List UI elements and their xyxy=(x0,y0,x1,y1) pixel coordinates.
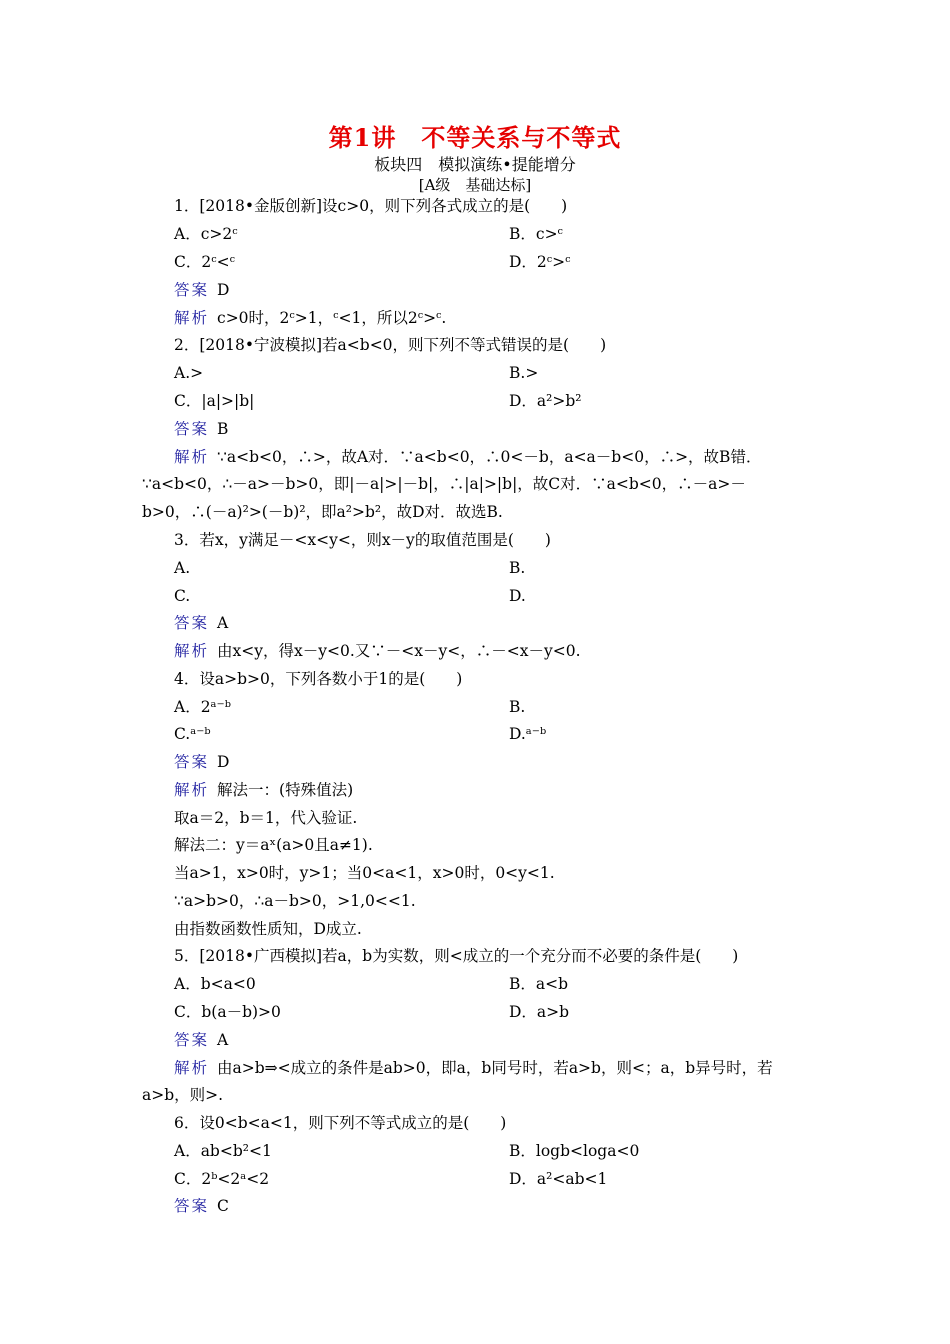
answer-value: D xyxy=(217,281,230,299)
q1-answer xyxy=(174,280,229,300)
analysis-label: 解析 xyxy=(174,448,210,466)
q4-answer xyxy=(174,752,229,772)
q2-option-b: B.> xyxy=(509,364,539,382)
q2-analysis xyxy=(174,447,761,467)
q6-option-c: C．2ᵇ<2ᵃ<2 xyxy=(174,1170,270,1188)
q1-analysis xyxy=(174,308,446,328)
question-6: 6．设0<b<a<1，则下列不等式成立的是( ) xyxy=(174,1114,507,1132)
question-4: 4．设a>b>0，下列各数小于1的是( ) xyxy=(174,670,463,688)
q4-option-a: A．2ᵃ⁻ᵇ xyxy=(174,698,231,716)
q4-option-c: C.ᵃ⁻ᵇ xyxy=(174,725,211,743)
q4-analysis-line-5: ∵a>b>0，∴a－b>0，>1,0<<1. xyxy=(174,892,416,910)
q1-option-c: C．2ᶜ<ᶜ xyxy=(174,253,235,271)
analysis-text: 由a>b⇒<成立的条件是ab>0，即a，b同号时，若a>b，则<；a，b异号时，若 xyxy=(217,1059,773,1077)
answer-value: C xyxy=(217,1197,229,1215)
q4-analysis-line-4: 当a>1，x>0时，y>1；当0<a<1，x>0时，0<y<1. xyxy=(174,864,555,882)
q1-option-a: A．c>2ᶜ xyxy=(174,225,238,243)
q4-analysis-line-6: 由指数函数性质知，D成立. xyxy=(174,920,362,938)
answer-label: 答案 xyxy=(174,420,210,438)
question-2: 2．[2018•宁波模拟]若a<b<0，则下列不等式错误的是( ) xyxy=(174,336,607,354)
q2-answer xyxy=(174,419,228,439)
q4-option-d: D.ᵃ⁻ᵇ xyxy=(509,725,547,743)
answer-label: 答案 xyxy=(174,614,210,632)
q4-analysis xyxy=(174,780,353,800)
answer-value: B xyxy=(217,420,229,438)
q2-analysis-line-2: ∵a<b<0，∴－a>－b>0，即|－a|>|－b|，∴|a|>|b|，故C对．∵a<b<0，∴－a>－ xyxy=(142,475,746,493)
q2-option-c: C．|a|>|b| xyxy=(174,392,255,410)
q3-answer xyxy=(174,613,228,633)
answer-value: A xyxy=(217,1031,229,1049)
answer-value: A xyxy=(217,614,229,632)
q1-option-d: D．2ᶜ>ᶜ xyxy=(509,253,571,271)
q2-option-a: A.> xyxy=(174,364,204,382)
q5-analysis-line-2: a>b，则>. xyxy=(142,1086,224,1104)
q6-option-b: B．logb<loga<0 xyxy=(509,1142,640,1160)
q5-option-d: D．a>b xyxy=(509,1003,570,1021)
analysis-text: 由x<y，得x－y<0.又∵－<x－y<，∴－<x－y<0. xyxy=(217,642,581,660)
q3-option-a: A. xyxy=(174,559,191,577)
q3-analysis xyxy=(174,641,581,661)
q2-analysis-line-3: b>0，∴(－a)²>(－b)²，即a²>b²，故D对．故选B. xyxy=(142,503,503,521)
q5-answer xyxy=(174,1030,228,1050)
q5-option-c: C．b(a－b)>0 xyxy=(174,1003,281,1021)
q6-option-a: A．ab<b²<1 xyxy=(174,1142,272,1160)
q4-analysis-line-3: 解法二：y＝aˣ(a>0且a≠1). xyxy=(174,836,373,854)
q3-option-c: C. xyxy=(174,587,191,605)
analysis-text: ∵a<b<0，∴>，故A对．∵a<b<0，∴0<－b，a<a－b<0，∴>，故B错． xyxy=(217,448,762,466)
q3-option-d: D. xyxy=(509,587,526,605)
question-3: 3．若x，y满足－<x<y<，则x－y的取值范围是( ) xyxy=(174,531,551,549)
q5-option-a: A．b<a<0 xyxy=(174,975,256,993)
q6-answer xyxy=(174,1196,229,1216)
answer-value: D xyxy=(217,753,230,771)
answer-label: 答案 xyxy=(174,1197,210,1215)
q6-option-d: D．a²<ab<1 xyxy=(509,1170,608,1188)
level-heading: [A级 基础达标] xyxy=(418,176,532,194)
analysis-label: 解析 xyxy=(174,642,210,660)
q1-option-b: B．c>ᶜ xyxy=(509,225,563,243)
answer-label: 答案 xyxy=(174,1031,210,1049)
question-1: 1．[2018•金版创新]设c>0，则下列各式成立的是( ) xyxy=(174,197,568,215)
analysis-text: 解法一：(特殊值法) xyxy=(217,781,354,799)
question-5: 5．[2018•广西模拟]若a，b为实数，则<成立的一个充分而不必要的条件是( ) xyxy=(174,947,739,965)
q4-option-b: B. xyxy=(509,698,526,716)
analysis-label: 解析 xyxy=(174,309,210,327)
q4-analysis-line-2: 取a＝2，b＝1，代入验证. xyxy=(174,809,358,827)
section-subtitle: 板块四 模拟演练•提能增分 xyxy=(374,155,576,174)
q5-analysis xyxy=(174,1058,773,1078)
analysis-label: 解析 xyxy=(174,1059,210,1077)
answer-label: 答案 xyxy=(174,753,210,771)
analysis-label: 解析 xyxy=(174,781,210,799)
q2-option-d: D．a²>b² xyxy=(509,392,582,410)
q3-option-b: B. xyxy=(509,559,526,577)
analysis-text: c>0时，2ᶜ>1，ᶜ<1，所以2ᶜ>ᶜ. xyxy=(217,309,447,327)
q5-option-b: B．a<b xyxy=(509,975,569,993)
answer-label: 答案 xyxy=(174,281,210,299)
page-title: 第1讲 不等关系与不等式 xyxy=(328,123,622,152)
